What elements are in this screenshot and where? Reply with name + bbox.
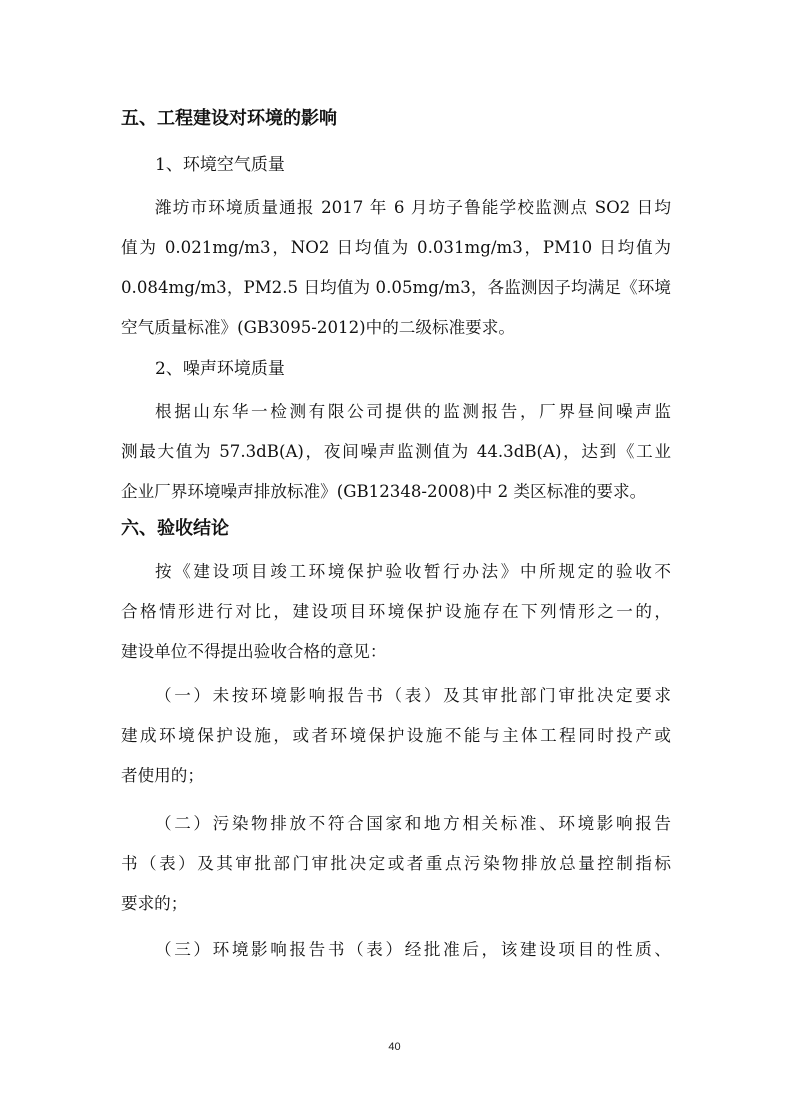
text-line: 建成环境保护设施，或者环境保护设施不能与主体工程同时投产或 — [121, 726, 671, 745]
text-line: 测最大值为 57.3dB(A)，夜间噪声监测值为 44.3dB(A)，达到《工业 — [121, 442, 671, 461]
page-content — [121, 102, 671, 970]
paragraph-condition-1 — [121, 676, 671, 796]
text-line: 按《建设项目竣工环境保护验收暂行办法》中所规定的验收不 — [155, 562, 671, 581]
text-line: 0.084mg/m3，PM2.5 日均值为 0.05mg/m3，各监测因子均满足《环境 — [121, 278, 671, 297]
paragraph-condition-3 — [121, 930, 671, 970]
text-line: 企业厂界环境噪声排放标准》(GB12348-2008)中 2 类区标准的要求。 — [121, 482, 647, 501]
paragraph-air-quality — [121, 188, 671, 348]
paragraph-noise-quality — [121, 392, 671, 512]
text-line: 值为 0.021mg/m3，NO2 日均值为 0.031mg/m3，PM10 日均值为 — [121, 238, 671, 257]
text-line: 空气质量标准》(GB3095-2012)中的二级标准要求。 — [121, 318, 515, 337]
paragraph-acceptance-intro — [121, 552, 671, 672]
page-number: 40 — [388, 1041, 401, 1053]
text-line: 合格情形进行对比，建设项目环境保护设施存在下列情形之一的， — [121, 602, 671, 621]
text-line: （一）未按环境影响报告书（表）及其审批部门审批决定要求 — [155, 686, 671, 705]
text-line: 建设单位不得提出验收合格的意见： — [121, 642, 387, 661]
subsection-title-air-quality: 1、环境空气质量 — [155, 155, 285, 175]
text-line: 书（表）及其审批部门审批决定或者重点污染物排放总量控制指标 — [121, 854, 671, 873]
paragraph-condition-2 — [121, 804, 671, 924]
text-line: 要求的； — [121, 894, 188, 913]
text-line: （二）污染物排放不符合国家和地方相关标准、环境影响报告 — [155, 814, 671, 833]
text-line: 者使用的； — [121, 766, 204, 785]
text-line: （三）环境影响报告书（表）经批准后，该建设项目的性质、 — [155, 940, 671, 959]
subsection-title-noise-quality: 2、噪声环境质量 — [155, 359, 285, 379]
section-heading-environmental-impact: 五、工程建设对环境的影响 — [121, 108, 337, 129]
text-line: 潍坊市环境质量通报 2017 年 6 月坊子鲁能学校监测点 SO2 日均 — [155, 198, 671, 217]
section-heading-acceptance-conclusion: 六、验收结论 — [121, 518, 229, 539]
text-line: 根据山东华一检测有限公司提供的监测报告，厂界昼间噪声监 — [155, 402, 671, 421]
